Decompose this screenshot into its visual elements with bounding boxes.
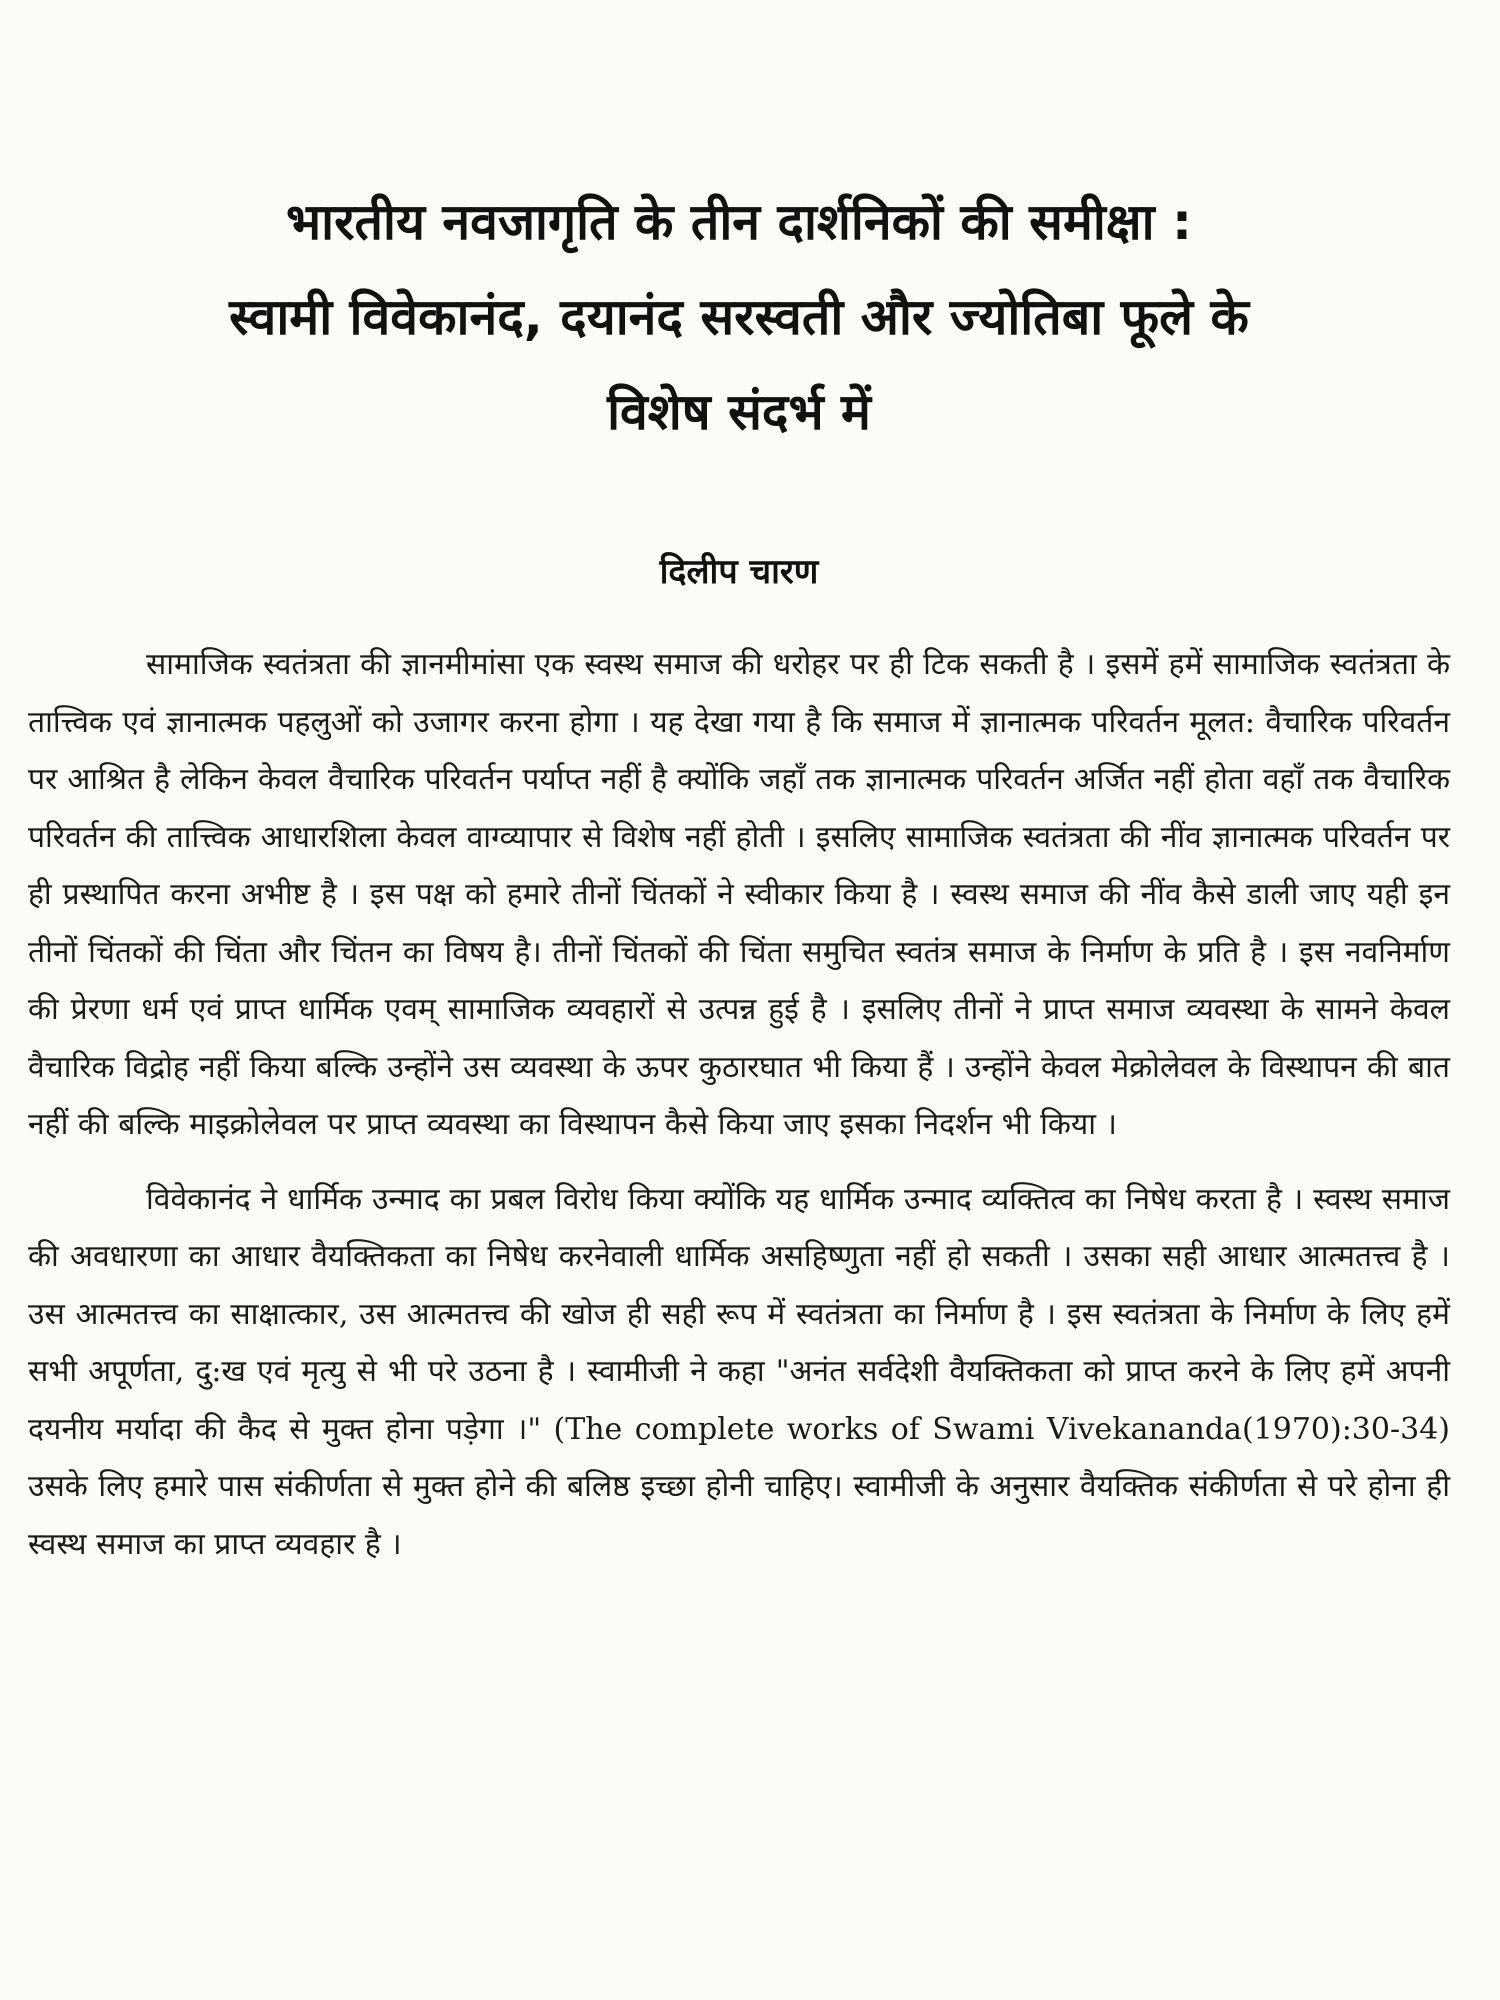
title-line-1: भारतीय नवजागृति के तीन दार्शनिकों की समीक्षा : bbox=[286, 193, 1192, 251]
title-line-3: विशेष संदर्भ में bbox=[607, 383, 871, 441]
author-name: दिलीप चारण bbox=[659, 552, 819, 592]
paragraph-1: सामाजिक स्वतंत्रता की ज्ञानमीमांसा एक स्वस्थ समाज की धरोहर पर ही टिक सकती है । इसमें हमें सामाजिक स्वतंत्रता के तात्त्विक एवं ज्ञानात्मक पहलुओं को उजागर करना होगा । यह देखा गया है कि समाज में ज्ञानात्मक परिवर्तन मूलत: वैचारिक परिवर्तन पर आश्रित है लेकिन केवल वैचारिक परिवर्तन पर्याप्त नहीं है क्योंकि जहाँ तक ज्ञानात्मक परिवर्तन अर्जित नहीं होता वहाँ तक वैचारिक परिवर्तन की तात्त्विक आधारशिला केवल वाग्व्यापार से विशेष नहीं होती । इसलिए सामाजिक स्वतंत्रता की नींव ज्ञानात्मक परिवर्तन पर ही प्रस्थापित करना अभीष्ट है । इस पक्ष को हमारे तीनों चिंतकों ने स्वीकार किया है । स्वस्थ समाज की नींव कैसे डाली जाए यही इन तीनों चिंतकों की चिंता और चिंतन का विषय है। तीनों चिंतकों की चिंता समुचित स्वतंत्र समाज के निर्माण के प्रति है । इस नवनिर्माण की प्रेरणा धर्म एवं प्राप्त धार्मिक एवम् सामाजिक व्यवहारों से उत्पन्न हुई है । इसलिए तीनों ने प्राप्त समाज व्यवस्था के सामने केवल वैचारिक विद्रोह नहीं किया बल्कि उन्होंने उस व्यवस्था के ऊपर कुठारघात भी किया हैं । उन्होंने केवल मेक्रोलेवल के विस्थापन की बात नहीं की बल्कि माइक्रोलेवल पर प्राप्त व्यवस्था का विस्थापन कैसे किया जाए इसका निदर्शन भी किया । bbox=[28, 647, 1450, 1142]
article-body bbox=[28, 636, 1450, 1573]
paragraph-2: विवेकानंद ने धार्मिक उन्माद का प्रबल विरोध किया क्योंकि यह धार्मिक उन्माद व्यक्तित्व का निषेध करता है । स्वस्थ समाज की अवधारणा का आधार वैयक्तिकता का निषेध करनेवाली धार्मिक असहिष्णुता नहीं हो सकती । उसका सही आधार आत्मतत्त्व है । उस आत्मतत्त्व का साक्षात्कार, उस आत्मतत्त्व की खोज ही सही रूप में स्वतंत्रता का निर्माण है । इस स्वतंत्रता के निर्माण के लिए हमें सभी अपूर्णता, दु:ख एवं मृत्यु से भी परे उठना है । स्वामीजी ने कहा "अनंत सर्वदेशी वैयक्तिकता को प्राप्त करने के लिए हमें अपनी दयनीय मर्यादा की कैद से मुक्त होना पड़ेगा ।" (The complete works of Swami Vivekananda(1970):30-34) उसके लिए हमारे पास संकीर्णता से मुक्त होने की बलिष्ठ इच्छा होनी चाहिए। स्वामीजी के अनुसार वैयक्तिक संकीर्णता से परे होना ही स्वस्थ समाज का प्राप्त व्यवहार है । bbox=[28, 1181, 1450, 1562]
article-title bbox=[28, 175, 1450, 460]
title-line-2: स्वामी विवेकानंद, दयानंद सरस्वती और ज्योतिबा फूले के bbox=[229, 288, 1249, 346]
